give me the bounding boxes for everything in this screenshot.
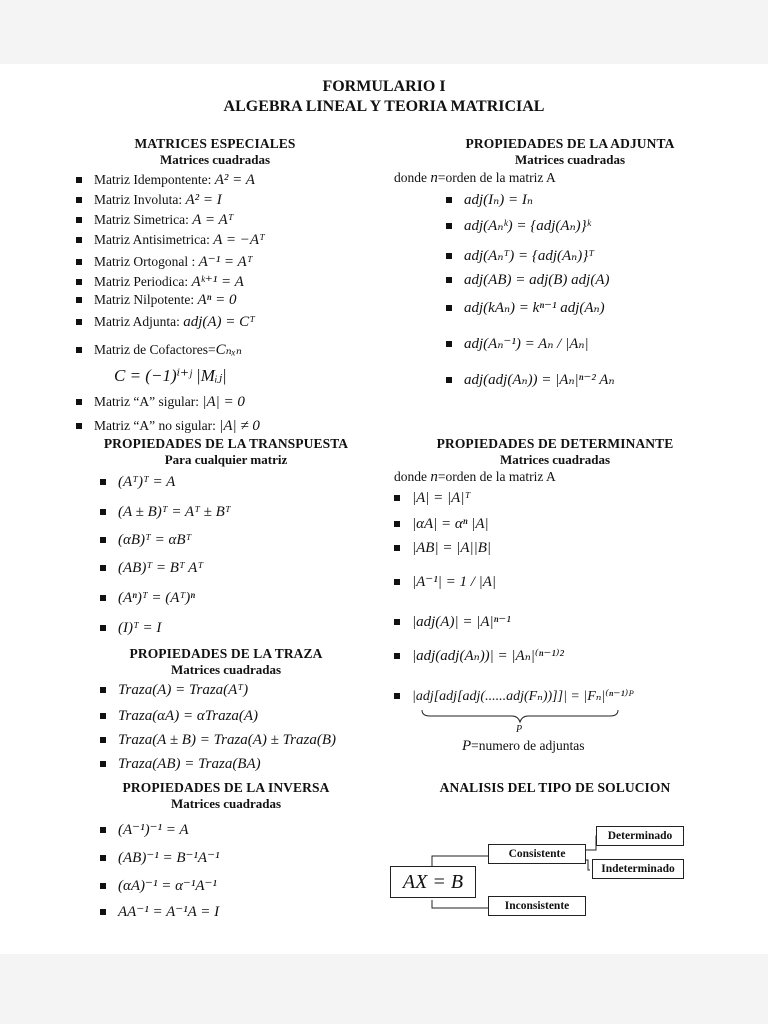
- item-formula: A⁻¹ = Aᵀ: [198, 254, 253, 270]
- item-formula: (Aᵀ)ᵀ = A: [118, 474, 176, 490]
- list-item: [394, 612, 511, 631]
- list-item: [446, 272, 610, 289]
- section-traza-header: [106, 646, 346, 678]
- item-formula: |adj[adj[adj(......adj(Fₙ))]]| = |Fₙ|⁽ⁿ⁻¹⁾ᴾ: [412, 689, 634, 704]
- connector-consistente: [432, 856, 488, 866]
- bullet-icon: [100, 909, 106, 915]
- adjunta-list: [446, 190, 746, 400]
- list-item: [446, 334, 589, 353]
- item-label: Matriz Idempontente:: [94, 172, 212, 187]
- footnote-variable: P: [462, 738, 472, 754]
- item-formula: Traza(αA) = αTraza(A): [118, 708, 259, 724]
- bullet-icon: [394, 495, 400, 501]
- bullet-icon: [100, 479, 106, 485]
- list-item: [100, 708, 258, 725]
- determinante-list: [394, 490, 734, 720]
- bullet-icon: [100, 761, 106, 767]
- list-item: [76, 340, 242, 359]
- bullet-icon: [76, 279, 82, 285]
- bullet-icon: [394, 545, 400, 551]
- list-item: [446, 298, 605, 317]
- item-label: Matriz Involuta:: [94, 192, 183, 207]
- item-label: Matriz “A” no sigular:: [94, 418, 216, 433]
- item-label: Matriz Nilpotente:: [94, 292, 195, 307]
- consistente-box: Consistente: [488, 844, 586, 864]
- list-item: [100, 532, 191, 549]
- bullet-icon: [446, 277, 452, 283]
- section-heading: MATRICES ESPECIALES: [134, 136, 296, 151]
- item-formula: (A ± B)ᵀ = Aᵀ ± Bᵀ: [118, 504, 231, 520]
- document-subtitle: ALGEBRA LINEAL Y TEORIA MATRICIAL: [223, 98, 545, 115]
- list-item: [446, 216, 591, 235]
- bullet-icon: [394, 579, 400, 585]
- item-formula: |adj(A)| = |A|ⁿ⁻¹: [412, 614, 511, 630]
- list-item: [76, 252, 253, 271]
- bullet-icon: [76, 319, 82, 325]
- section-adjunta-header: [440, 136, 700, 168]
- list-item: [394, 688, 634, 705]
- bullet-icon: [446, 223, 452, 229]
- section-subheading: Matrices cuadradas: [514, 152, 626, 167]
- item-formula: |A| = 0: [202, 394, 245, 410]
- note-prefix: donde: [394, 469, 427, 484]
- section-subheading: Para cualquier matriz: [164, 452, 288, 467]
- note-variable: n: [430, 170, 438, 186]
- determinante-footnote: [462, 738, 585, 755]
- bullet-icon: [76, 217, 82, 223]
- bullet-icon: [394, 693, 400, 699]
- list-item: [394, 572, 496, 591]
- item-formula: A = Aᵀ: [192, 212, 234, 228]
- item-label: Matriz de Cofactores=: [94, 342, 216, 357]
- list-item: [100, 756, 261, 773]
- bullet-icon: [446, 305, 452, 311]
- list-item: [100, 682, 248, 699]
- list-item: [394, 490, 470, 507]
- traza-list: [100, 682, 390, 782]
- item-formula: |A| = |A|ᵀ: [412, 490, 471, 506]
- list-item: [76, 212, 233, 229]
- section-subheading: Matrices cuadradas: [159, 152, 271, 167]
- section-heading: PROPIEDADES DE LA TRANSPUESTA: [103, 436, 349, 451]
- bullet-icon: [100, 883, 106, 889]
- note-text: =orden de la matriz A: [437, 170, 556, 185]
- inconsistente-box: Inconsistente: [488, 896, 586, 916]
- bullet-icon: [394, 521, 400, 527]
- bullet-icon: [100, 595, 106, 601]
- list-item: [100, 620, 161, 637]
- item-formula: Traza(AB) = Traza(BA): [118, 756, 261, 772]
- item-formula: adj(adj(Aₙ)) = |Aₙ|ⁿ⁻² Aₙ: [464, 372, 615, 388]
- list-item: [446, 370, 615, 389]
- bullet-icon: [76, 237, 82, 243]
- bullet-icon: [76, 259, 82, 265]
- list-item: [446, 246, 594, 265]
- item-formula: adj(Iₙ) = Iₙ: [464, 192, 533, 208]
- bullet-icon: [76, 399, 82, 405]
- note-prefix: donde: [394, 170, 427, 185]
- section-heading: PROPIEDADES DE LA TRAZA: [129, 646, 323, 661]
- list-item: [76, 192, 222, 209]
- section-subheading: Matrices cuadradas: [170, 662, 282, 677]
- list-item: [100, 902, 219, 921]
- item-formula: |αA| = αⁿ |A|: [412, 516, 489, 532]
- item-label: Matriz Adjunta:: [94, 314, 180, 329]
- item-formula: Aⁿ = 0: [197, 292, 237, 308]
- section-inversa-header: [96, 780, 356, 812]
- item-formula: (αA)⁻¹ = α⁻¹A⁻¹: [118, 878, 217, 894]
- bullet-icon: [76, 197, 82, 203]
- list-item: [100, 560, 203, 577]
- section-heading: PROPIEDADES DE LA INVERSA: [122, 780, 330, 795]
- section-subheading: Matrices cuadradas: [170, 796, 282, 811]
- bullet-icon: [100, 713, 106, 719]
- determinado-box: Determinado: [596, 826, 684, 846]
- bullet-icon: [76, 297, 82, 303]
- list-item: [100, 590, 195, 607]
- item-formula: Aᵏ⁺¹ = A: [191, 274, 244, 290]
- bullet-icon: [100, 509, 106, 515]
- list-item: [394, 516, 489, 533]
- section-especiales-header: [80, 136, 350, 168]
- especiales-list: [76, 172, 396, 432]
- bullet-icon: [100, 687, 106, 693]
- equation-box: AX = B: [390, 866, 476, 898]
- bullet-icon: [76, 177, 82, 183]
- bullet-icon: [446, 341, 452, 347]
- item-formula: adj(Aₙ⁻¹) = Aₙ / |Aₙ|: [464, 336, 589, 352]
- bullet-icon: [100, 625, 106, 631]
- inversa-list: [100, 820, 360, 920]
- list-item: [100, 504, 231, 521]
- item-label: Matriz Simetrica:: [94, 212, 189, 227]
- section-heading: ANALISIS DEL TIPO DE SOLUCION: [439, 780, 671, 795]
- item-formula: (I)ᵀ = I: [118, 620, 162, 636]
- item-formula: |adj(adj(Aₙ))| = |Aₙ|⁽ⁿ⁻¹⁾²: [412, 648, 564, 664]
- item-formula: (αB)ᵀ = αBᵀ: [118, 532, 192, 548]
- item-formula: adj(Aₙᵏ) = {adj(Aₙ)}ᵏ: [464, 218, 591, 234]
- bullet-icon: [446, 197, 452, 203]
- list-item: [100, 848, 220, 867]
- list-item: [114, 366, 227, 386]
- list-item: [100, 820, 189, 839]
- bullet-icon: [100, 537, 106, 543]
- item-formula: (Aⁿ)ᵀ = (Aᵀ)ⁿ: [118, 590, 195, 606]
- formula-sheet: [0, 64, 768, 954]
- item-formula: adj(kAₙ) = kⁿ⁻¹ adj(Aₙ): [464, 300, 605, 316]
- item-formula: (A⁻¹)⁻¹ = A: [118, 822, 189, 838]
- note-text: =orden de la matriz A: [437, 469, 556, 484]
- section-determinante-header: [410, 436, 700, 468]
- section-analisis-header: [420, 780, 690, 796]
- list-item: [394, 540, 491, 557]
- item-formula: adj(A) = Cᵀ: [183, 314, 255, 330]
- list-item: [100, 732, 336, 749]
- item-formula: A² = A: [214, 172, 255, 188]
- adjunta-note: [394, 170, 556, 187]
- list-item: [76, 314, 255, 331]
- list-item: [394, 646, 564, 665]
- connector-inconsistente: [432, 900, 488, 908]
- bullet-icon: [76, 423, 82, 429]
- item-formula: Traza(A ± B) = Traza(A) ± Traza(B): [118, 732, 337, 748]
- list-item: [76, 418, 260, 435]
- item-formula: adj(Aₙᵀ) = {adj(Aₙ)}ᵀ: [464, 248, 595, 264]
- list-item: [100, 474, 175, 491]
- list-item: [446, 190, 533, 209]
- list-item: [76, 394, 245, 411]
- bullet-icon: [394, 619, 400, 625]
- bullet-icon: [100, 737, 106, 743]
- item-label: Matriz Antisimetrica:: [94, 232, 210, 247]
- list-item: [76, 232, 265, 249]
- item-formula: |A⁻¹| = 1 / |A|: [412, 574, 497, 590]
- bullet-icon: [100, 855, 106, 861]
- indeterminado-box: Indeterminado: [592, 859, 684, 879]
- bullet-icon: [76, 347, 82, 353]
- list-item: [76, 272, 244, 291]
- item-label: Matriz Periodica:: [94, 274, 189, 289]
- item-formula: AA⁻¹ = A⁻¹A = I: [118, 904, 220, 920]
- item-formula: A = −Aᵀ: [213, 232, 265, 248]
- bullet-icon: [446, 253, 452, 259]
- item-formula: A² = I: [185, 192, 222, 208]
- list-item: [76, 292, 237, 309]
- determinante-note: [394, 469, 556, 486]
- footnote-text: =numero de adjuntas: [471, 738, 585, 753]
- brace-label: P: [516, 724, 523, 735]
- list-item: [100, 876, 217, 895]
- item-formula: |A| ≠ 0: [219, 418, 260, 434]
- item-formula: Traza(A) = Traza(Aᵀ): [118, 682, 249, 698]
- item-formula: (AB)ᵀ = Bᵀ Aᵀ: [118, 560, 204, 576]
- document-title: FORMULARIO I: [322, 78, 446, 95]
- section-subheading: Matrices cuadradas: [499, 452, 611, 467]
- bullet-icon: [100, 565, 106, 571]
- item-formula: Cₙₓₙ: [215, 342, 243, 358]
- item-formula: |AB| = |A||B|: [412, 540, 492, 556]
- item-label: Matriz Ortogonal :: [94, 254, 196, 269]
- bullet-icon: [394, 653, 400, 659]
- section-heading: PROPIEDADES DE LA ADJUNTA: [465, 136, 675, 151]
- bullet-icon: [100, 827, 106, 833]
- list-item: [76, 172, 255, 189]
- item-formula: (AB)⁻¹ = B⁻¹A⁻¹: [118, 850, 220, 866]
- item-label: Matriz “A” sigular:: [94, 394, 199, 409]
- note-variable: n: [430, 469, 438, 485]
- bullet-icon: [446, 377, 452, 383]
- section-heading: PROPIEDADES DE DETERMINANTE: [436, 436, 674, 451]
- section-transpuesta-header: [86, 436, 366, 468]
- item-formula: adj(AB) = adj(B) adj(A): [464, 272, 610, 288]
- transpuesta-list: [100, 474, 360, 644]
- item-formula: C = (−1)ⁱ⁺ʲ |Mᵢⱼ|: [114, 366, 227, 385]
